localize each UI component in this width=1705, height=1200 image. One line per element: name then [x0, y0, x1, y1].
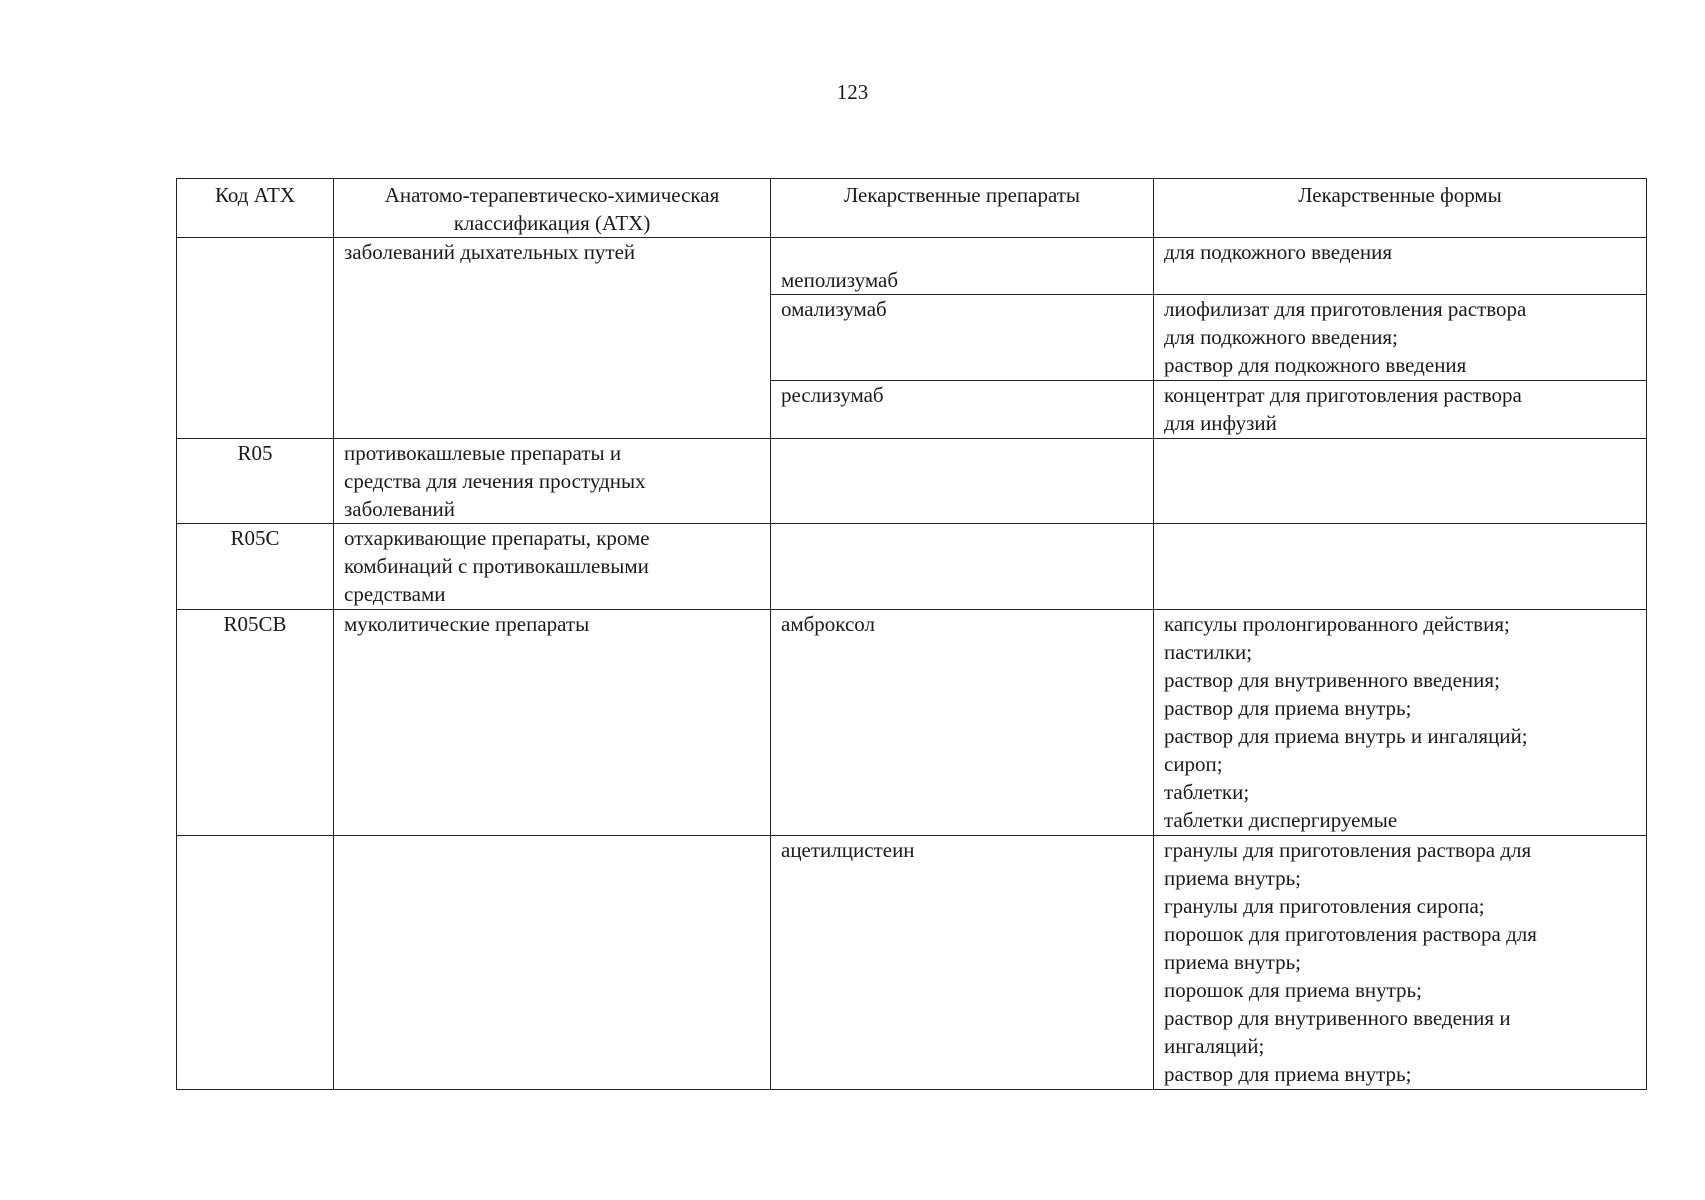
form-line: раствор для внутривенного введения и — [1164, 1006, 1511, 1030]
form-line: сироп; — [1164, 752, 1223, 776]
table-header-row — [177, 179, 1647, 238]
form-line: раствор для подкожного введения — [1164, 353, 1467, 377]
drug-name: амброксол — [781, 612, 875, 636]
atc-table — [176, 178, 1647, 1090]
page-number: 123 — [836, 80, 869, 104]
form-line: приема внутрь; — [1164, 950, 1302, 974]
form-line: приема внутрь; — [1164, 866, 1302, 890]
header-code: Код АТХ — [177, 179, 334, 238]
cell-forms — [1154, 610, 1647, 836]
form-line: порошок для приема внутрь; — [1164, 978, 1422, 1002]
table-row — [177, 439, 1647, 524]
header-classification-line: Анатомо-терапевтическо-химическая — [384, 183, 720, 207]
cell-classification — [334, 238, 771, 439]
form-line: гранулы для приготовления раствора для — [1164, 838, 1532, 862]
header-classification-line: классификация (АТХ) — [453, 211, 651, 235]
form-line: капсулы пролонгированного действия; — [1164, 612, 1510, 636]
cell-code: R05 — [177, 439, 334, 524]
header-forms: Лекарственные формы — [1154, 179, 1647, 238]
table-row — [177, 524, 1647, 610]
classification-line: противокашлевые препараты и — [344, 441, 622, 465]
cell-forms — [1154, 524, 1647, 610]
form-line: раствор для приема внутрь; — [1164, 696, 1412, 720]
form-line: лиофилизат для приготовления раствора — [1164, 297, 1527, 321]
form-line: таблетки; — [1164, 780, 1250, 804]
cell-classification — [334, 524, 771, 610]
cell-forms — [1154, 238, 1647, 295]
drug-name: реслизумаб — [781, 383, 884, 407]
cell-drug — [771, 381, 1154, 439]
cell-classification — [334, 610, 771, 836]
table-row — [177, 238, 1647, 295]
classification-line: комбинаций с противокашлевыми — [344, 554, 649, 578]
classification-line: средствами — [344, 582, 446, 606]
header-classification — [334, 179, 771, 238]
form-line: гранулы для приготовления сиропа; — [1164, 894, 1485, 918]
cell-forms — [1154, 439, 1647, 524]
drug-name: омализумаб — [781, 297, 887, 321]
cell-forms — [1154, 836, 1647, 1090]
classification-line: средства для лечения простудных — [344, 469, 646, 493]
cell-code — [177, 836, 334, 1090]
classification-line: муколитические препараты — [344, 612, 590, 636]
form-line: раствор для приема внутрь; — [1164, 1062, 1412, 1086]
cell-classification — [334, 836, 771, 1090]
drug-name: меполизумаб — [781, 268, 899, 292]
cell-drug — [771, 238, 1154, 295]
cell-drug — [771, 836, 1154, 1090]
table-row — [177, 610, 1647, 836]
form-line: раствор для внутривенного введения; — [1164, 668, 1500, 692]
form-line: для инфузий — [1164, 411, 1277, 435]
cell-classification — [334, 439, 771, 524]
form-line: таблетки диспергируемые — [1164, 808, 1398, 832]
classification-line: заболеваний дыхательных путей — [344, 240, 636, 264]
form-line: раствор для приема внутрь и ингаляций; — [1164, 724, 1528, 748]
form-line: для подкожного введения; — [1164, 325, 1398, 349]
form-line: порошок для приготовления раствора для — [1164, 922, 1537, 946]
cell-code: R05CB — [177, 610, 334, 836]
cell-drug — [771, 610, 1154, 836]
classification-line: отхаркивающие препараты, кроме — [344, 526, 650, 550]
form-line: концентрат для приготовления раствора — [1164, 383, 1522, 407]
form-line: пастилки; — [1164, 640, 1253, 664]
cell-forms — [1154, 381, 1647, 439]
form-line: для подкожного введения — [1164, 240, 1392, 264]
classification-line: заболеваний — [344, 497, 455, 521]
table-row — [177, 836, 1647, 1090]
cell-drug — [771, 295, 1154, 381]
cell-drug — [771, 439, 1154, 524]
drug-name: ацетилцистеин — [781, 838, 915, 862]
form-line: ингаляций; — [1164, 1034, 1265, 1058]
cell-code — [177, 238, 334, 439]
cell-code: R05C — [177, 524, 334, 610]
cell-forms — [1154, 295, 1647, 381]
header-drugs: Лекарственные препараты — [771, 179, 1154, 238]
cell-drug — [771, 524, 1154, 610]
